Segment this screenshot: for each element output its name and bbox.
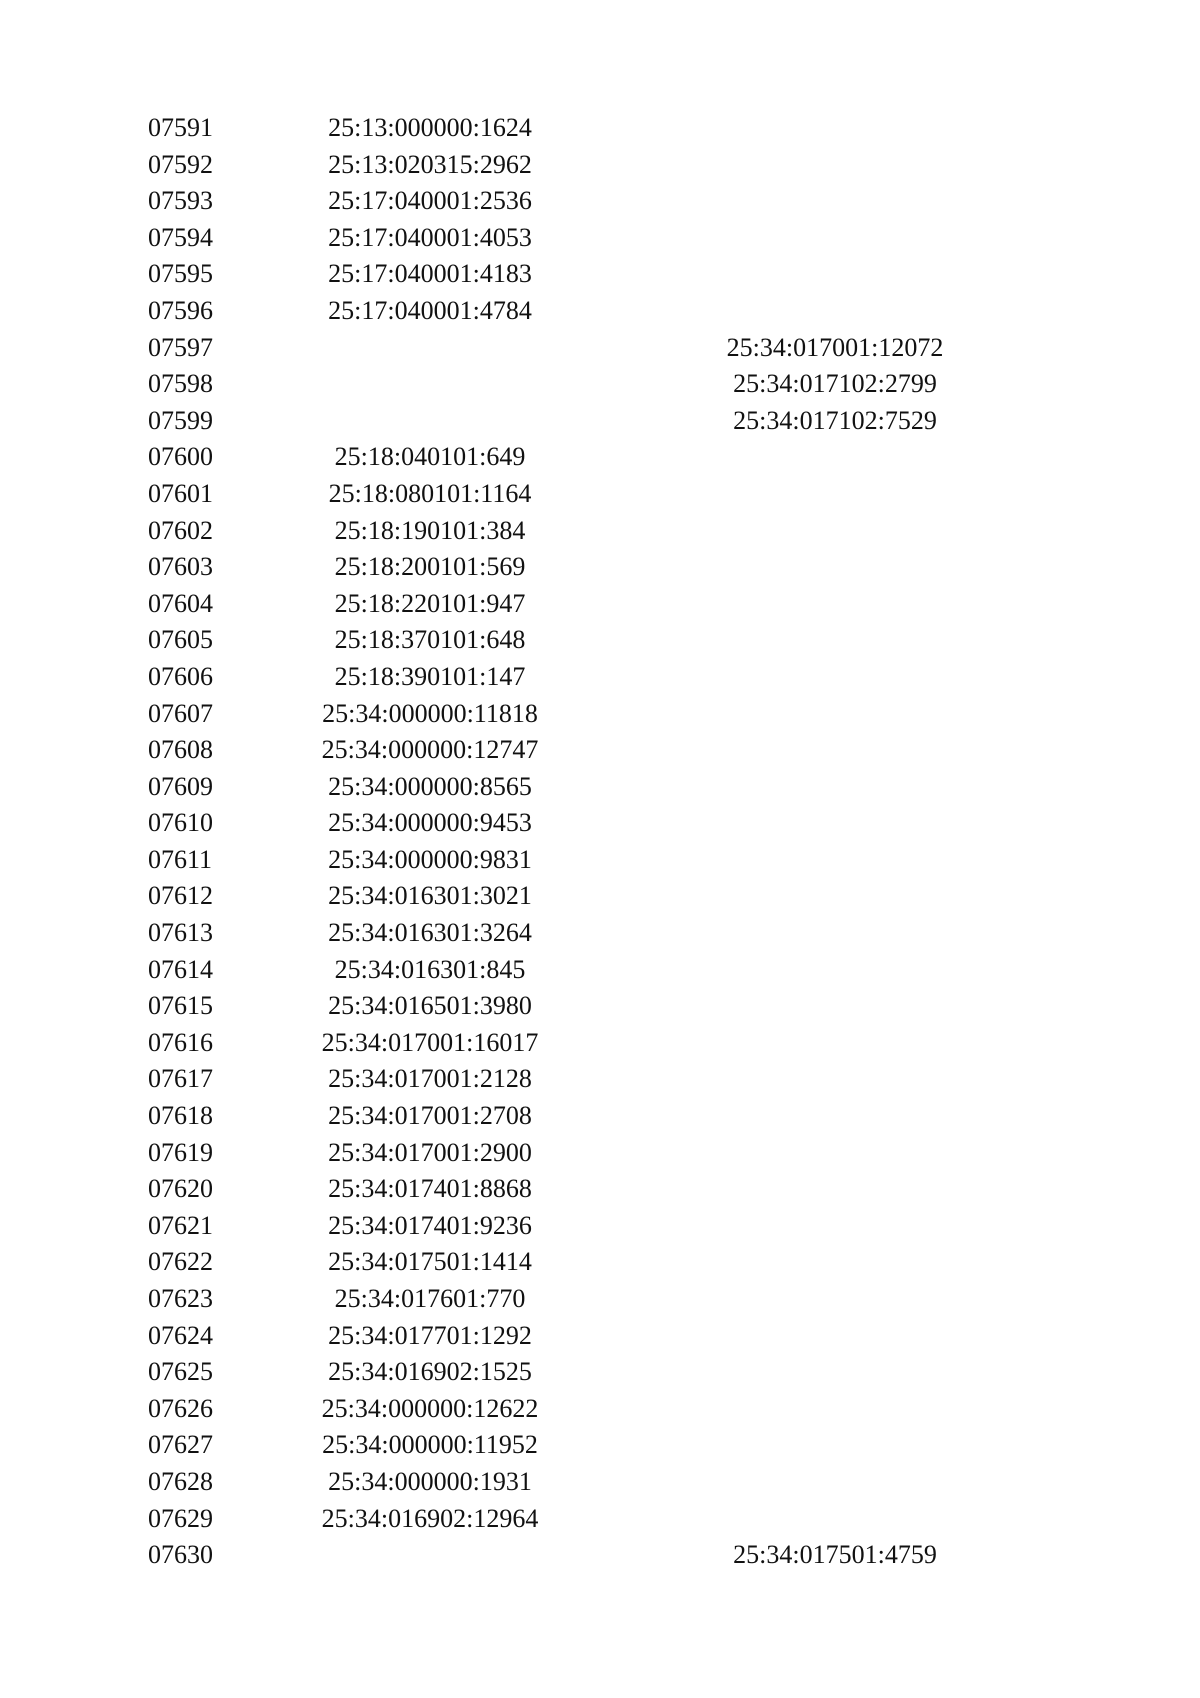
cadastral-number-secondary	[690, 1464, 980, 1501]
table-row	[0, 1318, 1200, 1355]
cadastral-number-primary	[280, 1537, 580, 1574]
cadastral-number-secondary	[690, 952, 980, 989]
row-number: 07609	[148, 771, 213, 801]
cadastral-number-primary: 25:18:390101:147	[334, 661, 526, 691]
cadastral-number-primary: 25:34:017701:1292	[328, 1320, 532, 1350]
row-number: 07625	[148, 1357, 213, 1387]
cadastral-number-primary: 25:34:016501:3980	[328, 991, 532, 1021]
cadastral-number-primary	[280, 366, 580, 403]
table-row	[0, 1391, 1200, 1428]
cadastral-number-secondary	[690, 1244, 980, 1281]
table-row	[0, 1464, 1200, 1501]
row-number: 07593	[148, 186, 213, 216]
table-row	[0, 696, 1200, 733]
table-row	[0, 1098, 1200, 1135]
cadastral-number-secondary	[690, 805, 980, 842]
cadastral-number-secondary	[690, 513, 980, 550]
row-number: 07592	[148, 149, 213, 179]
cadastral-number-secondary	[690, 1427, 980, 1464]
cadastral-number-primary	[280, 403, 580, 440]
table-row	[0, 1281, 1200, 1318]
row-number: 07602	[148, 515, 213, 545]
row-number: 07623	[148, 1284, 213, 1313]
cadastral-number-secondary: 25:34:017102:2799	[733, 369, 937, 399]
table-row	[0, 439, 1200, 476]
row-number: 07627	[148, 1430, 213, 1460]
table-row	[0, 988, 1200, 1025]
row-number: 07621	[148, 1210, 213, 1240]
table-row	[0, 1427, 1200, 1464]
cadastral-number-primary: 25:34:016301:3264	[328, 918, 532, 948]
cadastral-number-secondary	[690, 439, 980, 476]
table-row	[0, 1171, 1200, 1208]
row-number: 07606	[148, 661, 213, 691]
cadastral-number-secondary: 25:34:017102:7529	[733, 405, 937, 435]
cadastral-number-secondary	[690, 1391, 980, 1428]
cadastral-number-primary: 25:34:000000:8565	[328, 771, 532, 801]
cadastral-number-primary	[280, 330, 580, 367]
cadastral-number-primary: 25:18:080101:1164	[328, 478, 532, 508]
cadastral-number-secondary	[690, 1025, 980, 1062]
table-row	[0, 769, 1200, 806]
cadastral-number-table	[0, 110, 1200, 1574]
cadastral-number-primary: 25:34:016301:845	[334, 954, 526, 984]
table-row	[0, 1061, 1200, 1098]
cadastral-number-primary: 25:34:000000:11952	[322, 1430, 538, 1460]
row-number: 07598	[148, 369, 213, 399]
table-row	[0, 183, 1200, 220]
cadastral-number-secondary	[690, 1135, 980, 1172]
table-row	[0, 256, 1200, 293]
table-row	[0, 403, 1200, 440]
cadastral-number-secondary: 25:34:017501:4759	[733, 1540, 937, 1570]
cadastral-number-primary: 25:34:016301:3021	[328, 881, 532, 911]
row-number: 07630	[148, 1540, 213, 1570]
cadastral-number-secondary	[690, 256, 980, 293]
row-number: 07604	[148, 588, 213, 618]
cadastral-number-secondary	[690, 915, 980, 952]
table-row	[0, 476, 1200, 513]
table-row	[0, 293, 1200, 330]
row-number: 07591	[148, 113, 213, 142]
row-number: 07601	[148, 478, 213, 508]
cadastral-number-secondary	[690, 1061, 980, 1098]
cadastral-number-primary: 25:34:016902:1525	[328, 1357, 532, 1387]
cadastral-number-secondary	[690, 110, 980, 147]
cadastral-number-primary: 25:34:017001:16017	[321, 1027, 539, 1057]
row-number: 07613	[148, 918, 213, 948]
row-number: 07597	[148, 332, 213, 362]
table-row	[0, 1537, 1200, 1574]
cadastral-number-secondary	[690, 696, 980, 733]
row-number: 07618	[148, 1101, 213, 1131]
cadastral-number-primary: 25:34:017601:770	[334, 1284, 526, 1313]
cadastral-number-primary: 25:18:200101:569	[334, 552, 526, 582]
row-number: 07594	[148, 222, 213, 252]
row-number: 07611	[148, 844, 213, 874]
table-row	[0, 915, 1200, 952]
cadastral-number-secondary	[690, 183, 980, 220]
table-row	[0, 1354, 1200, 1391]
cadastral-number-primary: 25:34:017001:2900	[328, 1137, 532, 1167]
cadastral-number-secondary	[690, 1501, 980, 1538]
table-row	[0, 1025, 1200, 1062]
cadastral-number-primary: 25:18:040101:649	[334, 442, 526, 472]
row-number: 07599	[148, 405, 213, 435]
row-number: 07628	[148, 1466, 213, 1496]
table-row	[0, 330, 1200, 367]
row-number: 07596	[148, 295, 213, 325]
cadastral-number-primary: 25:17:040001:2536	[328, 186, 532, 216]
cadastral-number-secondary	[690, 1354, 980, 1391]
cadastral-number-primary: 25:18:220101:947	[334, 588, 526, 618]
table-row	[0, 732, 1200, 769]
table-row	[0, 878, 1200, 915]
cadastral-number-primary: 25:34:000000:1931	[328, 1466, 532, 1496]
cadastral-number-secondary	[690, 476, 980, 513]
cadastral-number-secondary	[690, 659, 980, 696]
cadastral-number-primary: 25:34:016902:12964	[321, 1503, 539, 1533]
table-row	[0, 147, 1200, 184]
cadastral-number-secondary	[690, 988, 980, 1025]
table-row	[0, 1244, 1200, 1281]
cadastral-number-secondary	[690, 1098, 980, 1135]
table-row	[0, 1208, 1200, 1245]
row-number: 07595	[148, 259, 213, 289]
row-number: 07607	[148, 698, 213, 728]
row-number: 07629	[148, 1503, 213, 1533]
cadastral-number-secondary	[690, 1318, 980, 1355]
table-row	[0, 622, 1200, 659]
cadastral-number-primary: 25:34:017401:8868	[328, 1174, 532, 1204]
cadastral-number-primary: 25:17:040001:4183	[328, 259, 532, 289]
cadastral-number-secondary	[690, 1208, 980, 1245]
cadastral-number-primary: 25:17:040001:4784	[328, 295, 532, 325]
table-row	[0, 513, 1200, 550]
cadastral-number-secondary	[690, 586, 980, 623]
cadastral-number-secondary	[690, 622, 980, 659]
table-row	[0, 1135, 1200, 1172]
cadastral-number-secondary	[690, 1281, 980, 1318]
cadastral-number-primary: 25:34:017001:2128	[328, 1064, 532, 1094]
row-number: 07600	[148, 442, 213, 472]
table-row	[0, 659, 1200, 696]
cadastral-number-primary: 25:18:190101:384	[334, 515, 526, 545]
cadastral-number-secondary	[690, 878, 980, 915]
cadastral-number-primary: 25:18:370101:648	[334, 625, 526, 655]
cadastral-number-secondary	[690, 842, 980, 879]
cadastral-number-primary: 25:34:000000:11818	[322, 698, 538, 728]
table-row	[0, 586, 1200, 623]
cadastral-number-primary: 25:17:040001:4053	[328, 222, 532, 252]
table-row	[0, 842, 1200, 879]
row-number: 07620	[148, 1174, 213, 1204]
cadastral-number-primary: 25:34:017401:9236	[328, 1210, 532, 1240]
row-number: 07612	[148, 881, 213, 911]
cadastral-number-secondary	[690, 147, 980, 184]
row-number: 07624	[148, 1320, 213, 1350]
cadastral-number-secondary	[690, 769, 980, 806]
cadastral-number-secondary: 25:34:017001:12072	[726, 332, 944, 362]
row-number: 07614	[148, 954, 213, 984]
row-number: 07603	[148, 552, 213, 582]
cadastral-number-secondary	[690, 293, 980, 330]
table-row	[0, 549, 1200, 586]
cadastral-number-primary: 25:34:000000:12747	[321, 735, 539, 765]
cadastral-number-secondary	[690, 1171, 980, 1208]
row-number: 07605	[148, 625, 213, 655]
table-row	[0, 952, 1200, 989]
cadastral-number-secondary	[690, 549, 980, 586]
row-number: 07619	[148, 1137, 213, 1167]
cadastral-number-primary: 25:34:000000:9453	[328, 808, 532, 838]
table-row	[0, 110, 1200, 147]
row-number: 07608	[148, 735, 213, 765]
row-number: 07622	[148, 1247, 213, 1277]
row-number: 07615	[148, 991, 213, 1021]
cadastral-number-primary: 25:34:000000:12622	[321, 1393, 539, 1423]
cadastral-number-primary: 25:13:000000:1624	[328, 113, 532, 142]
table-row	[0, 220, 1200, 257]
table-row	[0, 805, 1200, 842]
cadastral-number-primary: 25:34:017501:1414	[328, 1247, 532, 1277]
table-row	[0, 1501, 1200, 1538]
row-number: 07616	[148, 1027, 213, 1057]
cadastral-number-secondary	[690, 220, 980, 257]
cadastral-number-primary: 25:34:017001:2708	[328, 1101, 532, 1131]
cadastral-number-primary: 25:34:000000:9831	[328, 844, 532, 874]
row-number: 07626	[148, 1393, 213, 1423]
cadastral-number-primary: 25:13:020315:2962	[328, 149, 532, 179]
row-number: 07617	[148, 1064, 213, 1094]
row-number: 07610	[148, 808, 213, 838]
cadastral-number-secondary	[690, 732, 980, 769]
table-row	[0, 366, 1200, 403]
